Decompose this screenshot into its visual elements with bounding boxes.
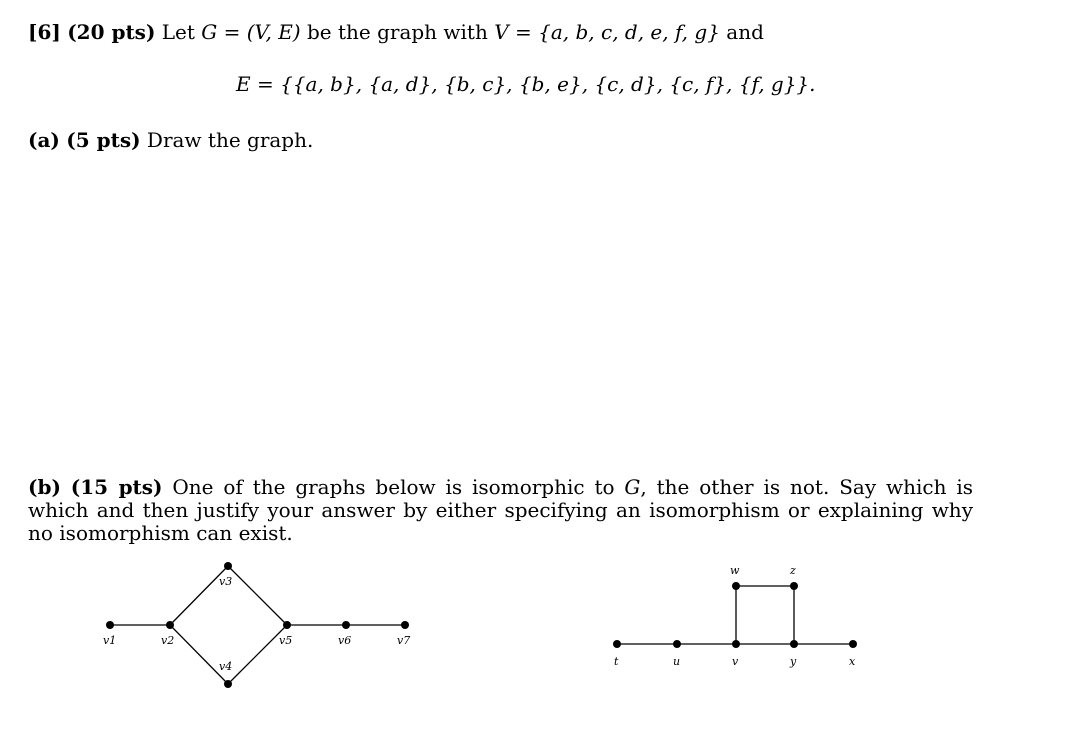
part-b-G: G <box>624 475 641 499</box>
label-v1: v1 <box>103 634 117 647</box>
edge-v3-v5 <box>228 566 287 625</box>
vertex-set: V = {a, b, c, d, e, f, g} <box>494 20 720 44</box>
graph2-edges <box>617 586 853 644</box>
part-a-points: (5 pts) <box>66 128 141 152</box>
part-b-label: (b) <box>28 475 61 499</box>
graph1-labels <box>103 575 410 673</box>
problem-number: [6] <box>28 20 61 44</box>
label-u: u <box>673 655 681 668</box>
vertex-y <box>790 640 798 648</box>
label-v4: v4 <box>219 660 233 673</box>
label-v3: v3 <box>219 575 233 588</box>
vertex-v5 <box>283 621 291 629</box>
edge-v2-v4 <box>170 625 228 684</box>
vertex-v2 <box>166 621 174 629</box>
problem-mid-text: be the graph with <box>306 20 488 44</box>
vertex-v3 <box>224 562 232 570</box>
vertex-v1 <box>106 621 114 629</box>
edge-set: E = {{a, b}, {a, d}, {b, c}, {b, e}, {c, d}, {c, f}, {f, g}}. <box>236 72 816 96</box>
label-v5: v5 <box>279 634 293 647</box>
vertex-v <box>732 640 740 648</box>
label-y: y <box>790 655 797 668</box>
part-b-points: (15 pts) <box>70 475 163 499</box>
label-v2: v2 <box>161 634 175 647</box>
label-v7: v7 <box>397 634 411 647</box>
problem-intro: Let <box>161 20 195 44</box>
vertex-v6 <box>342 621 350 629</box>
label-w: w <box>730 564 740 577</box>
label-v: v <box>732 655 739 668</box>
part-b-text1: One of the graphs below is isomorphic to <box>172 475 615 499</box>
label-v6: v6 <box>338 634 352 647</box>
part-b-text2: , the other is not. Say which is which and then justify your answer by either specifying an isomorphism or explaining why no isomorphism can exist. <box>28 475 974 545</box>
vertex-z <box>790 582 798 590</box>
graph1-edges <box>110 566 405 684</box>
vertex-w <box>732 582 740 590</box>
label-z: z <box>790 564 796 577</box>
vertex-u <box>673 640 681 648</box>
vertex-v4 <box>224 680 232 688</box>
part-a-text: Draw the graph. <box>146 128 314 152</box>
label-t: t <box>614 655 619 668</box>
graph2-labels <box>614 564 856 668</box>
vertex-t <box>613 640 621 648</box>
vertex-x <box>849 640 857 648</box>
graph-definition: G = (V, E) <box>201 20 301 44</box>
graph2-vertices <box>613 582 857 648</box>
label-x: x <box>849 655 856 668</box>
vertex-v7 <box>401 621 409 629</box>
and-text: and <box>726 20 764 44</box>
problem-points: (20 pts) <box>67 20 156 44</box>
part-a-label: (a) <box>28 128 60 152</box>
